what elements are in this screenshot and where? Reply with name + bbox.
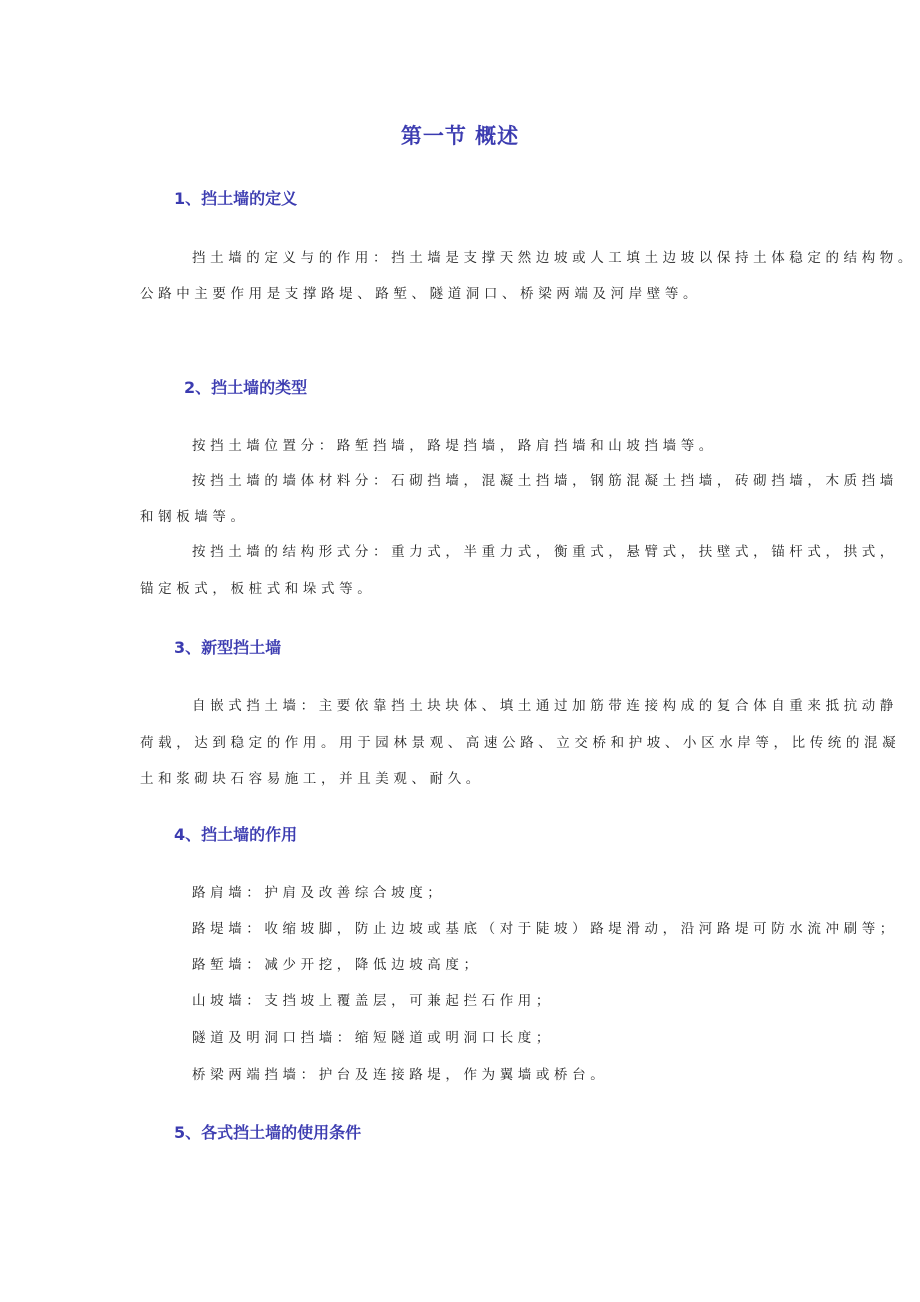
paragraph-line: 和钢板墙等。 [140,509,249,525]
page-title: 第一节 概述 [400,124,520,148]
list-item: 路肩墙：护肩及改善综合坡度； [192,885,446,901]
section-heading-5: 5、各式挡土墙的使用条件 [174,1123,362,1142]
paragraph-line: 挡土墙的定义与的作用：挡土墙是支撑天然边坡或人工填土边坡以保持土体稳定的结构物。 [192,250,916,266]
paragraph-line: 按挡土墙的结构形式分：重力式，半重力式，衡重式，悬臂式，扶壁式，锚杆式，拱式， [192,544,898,560]
list-item: 路堑墙：减少开挖，降低边坡高度； [192,957,482,973]
list-item: 路堤墙：收缩坡脚，防止边坡或基底（对于陡坡）路堤滑动，沿河路堤可防水流冲刷等； [192,921,898,937]
paragraph-line: 按挡土墙的墙体材料分：石砌挡墙，混凝土挡墙，钢筋混凝土挡墙，砖砌挡墙，木质挡墙 [192,473,898,489]
list-item: 山坡墙：支挡坡上覆盖层，可兼起拦石作用； [192,993,554,1009]
paragraph-line: 自嵌式挡土墙：主要依靠挡土块块体、填土通过加筋带连接构成的复合体自重来抵抗动静 [192,698,898,714]
list-item: 桥梁两端挡墙：护台及连接路堤，作为翼墙或桥台。 [192,1067,609,1083]
list-item: 隧道及明洞口挡墙：缩短隧道或明洞口长度； [192,1030,554,1046]
paragraph-line: 荷载，达到稳定的作用。用于园林景观、高速公路、立交桥和护坡、小区水岸等，比传统的混凝 [140,735,901,751]
paragraph-line: 土和浆砌块石容易施工，并且美观、耐久。 [140,771,484,787]
section-heading-1: 1、挡土墙的定义 [174,189,298,208]
paragraph-line: 公路中主要作用是支撑路堤、路堑、隧道洞口、桥梁两端及河岸壁等。 [140,286,702,302]
section-heading-4: 4、挡土墙的作用 [174,825,298,844]
section-heading-3: 3、新型挡土墙 [174,638,282,657]
paragraph-line: 按挡土墙位置分：路堑挡墙，路堤挡墙，路肩挡墙和山坡挡墙等。 [192,438,717,454]
section-heading-2: 2、挡土墙的类型 [184,378,308,397]
paragraph-line: 锚定板式，板桩式和垛式等。 [140,581,376,597]
